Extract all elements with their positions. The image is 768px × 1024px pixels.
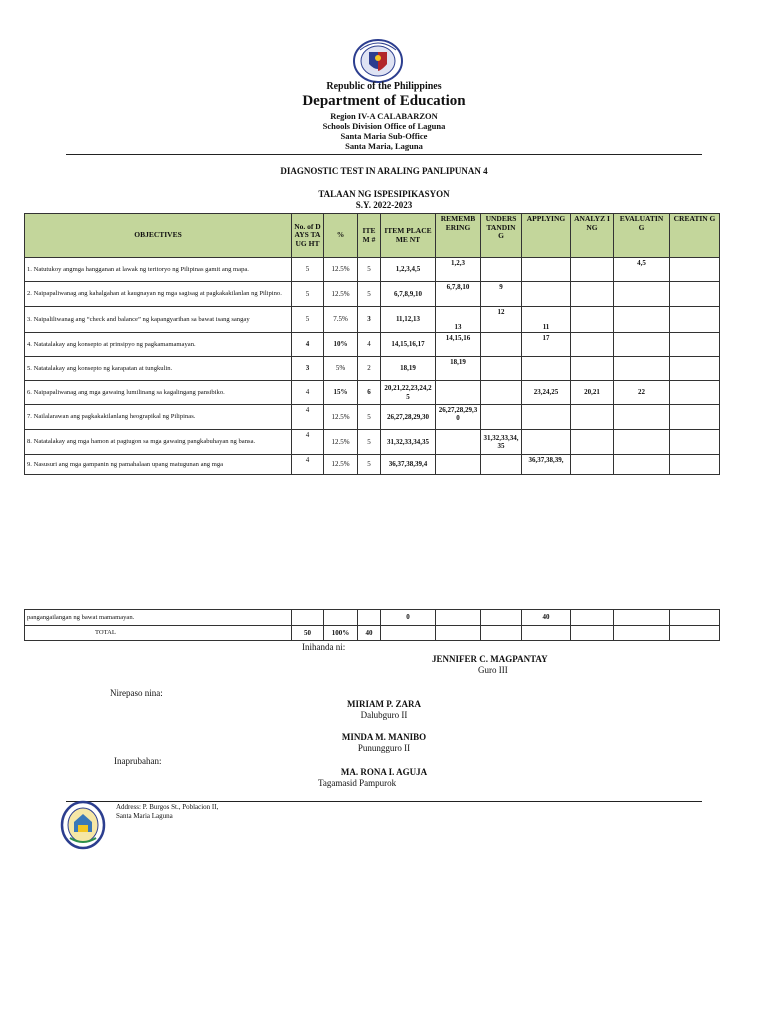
placement-cell: 1,2,3,4,5 xyxy=(381,258,436,282)
understanding-cell xyxy=(481,357,522,381)
applying-cell: 36,37,38,39, xyxy=(522,455,571,475)
header-evaluating: EVALUATIN G xyxy=(614,214,670,258)
understanding-cell xyxy=(481,626,522,641)
preparer-title: Guro III xyxy=(478,665,508,675)
table-row xyxy=(25,381,720,405)
header-creating: CREATIN G xyxy=(670,214,720,258)
days-cell: 4 xyxy=(292,381,324,405)
percent-cell: 7.5% xyxy=(324,307,358,333)
placement-cell: 31,32,33,34,35 xyxy=(381,430,436,455)
analyzing-cell xyxy=(571,610,614,626)
item-count-cell: 5 xyxy=(358,430,381,455)
table-header-row xyxy=(25,214,720,258)
analyzing-cell xyxy=(571,307,614,333)
percent-cell: 5% xyxy=(324,357,358,381)
creating-cell xyxy=(670,282,720,307)
analyzing-cell: 20,21 xyxy=(571,381,614,405)
days-cell xyxy=(292,610,324,626)
remembering-cell: 13 xyxy=(436,307,481,333)
reviewed-label: Nirepaso nina: xyxy=(110,688,163,698)
preparer-name: JENNIFER C. MAGPANTAY xyxy=(432,654,548,664)
reviewer1-name: MIRIAM P. ZARA xyxy=(347,699,421,709)
table-row xyxy=(25,258,720,282)
table-row xyxy=(25,455,720,475)
table-row xyxy=(25,405,720,430)
evaluating-cell xyxy=(614,430,670,455)
total-percent: 100% xyxy=(324,626,358,641)
header-location: Santa Maria, Laguna xyxy=(345,141,423,151)
percent-cell: 12.5% xyxy=(324,405,358,430)
analyzing-cell xyxy=(571,405,614,430)
header-republic: Republic of the Philippines xyxy=(326,81,442,92)
test-title: DIAGNOSTIC TEST IN ARALING PANLIPUNAN 4 xyxy=(280,166,488,176)
header-suboffice: Santa Maria Sub-Office xyxy=(340,131,428,141)
placement-cell: 11,12,13 xyxy=(381,307,436,333)
percent-cell: 15% xyxy=(324,381,358,405)
reviewer1-title: Dalubguro II xyxy=(360,710,408,720)
understanding-cell: 12 xyxy=(481,307,522,333)
table-row xyxy=(25,357,720,381)
remembering-cell: 26,27,28,29,30 xyxy=(436,405,481,430)
percent-cell: 12.5% xyxy=(324,282,358,307)
remembering-cell: 14,15,16 xyxy=(436,333,481,357)
creating-cell xyxy=(670,626,720,641)
item-count-cell: 5 xyxy=(358,282,381,307)
remembering-cell: 6,7,8,10 xyxy=(436,282,481,307)
applying-cell xyxy=(522,405,571,430)
item-count-cell: 2 xyxy=(358,357,381,381)
understanding-cell xyxy=(481,610,522,626)
objective-cell: 2. Naipapaliwanag ang kahalgahan at kaugnayan ng mga sagisag at pagkakakilanlan ng Pilipino. xyxy=(25,282,292,307)
days-cell: 4 xyxy=(292,455,324,475)
placement-cell: 26,27,28,29,30 xyxy=(381,405,436,430)
objective-cell: 5. Natatalakay ang konsepto ng karapatan at tungkulin. xyxy=(25,357,292,381)
header-remembering: REMEMB ERING xyxy=(436,214,481,258)
prepared-label: Inihanda ni: xyxy=(302,642,346,652)
creating-cell xyxy=(670,357,720,381)
objective-cell: 1. Natutukoy angmga hangganan at lawak ng teritoryo ng Pilipinas gamit ang mapa. xyxy=(25,258,292,282)
objective-cell: 3. Naipaliliwanag ang “check and balance” ng kapangyarihan sa bawat isang sangay xyxy=(25,307,292,333)
objective-cell: 8. Natatalakay ang mga hamon at pagtugon sa mga gawaing pangkabuhayan ng bansa. xyxy=(25,430,292,455)
analyzing-cell xyxy=(571,282,614,307)
table-row xyxy=(25,333,720,357)
header-division: Schools Division Office of Laguna xyxy=(322,121,446,131)
placement-cell: 14,15,16,17 xyxy=(381,333,436,357)
creating-cell xyxy=(670,381,720,405)
understanding-cell xyxy=(481,258,522,282)
creating-cell xyxy=(670,333,720,357)
objective-cell: pangangailangan ng bawat mamamayan. xyxy=(25,610,292,626)
table-total-row xyxy=(25,626,720,641)
percent-cell: 10% xyxy=(324,333,358,357)
total-label: TOTAL xyxy=(25,626,292,641)
table-row xyxy=(25,307,720,333)
item-count-cell: 4 xyxy=(358,333,381,357)
understanding-cell: 9 xyxy=(481,282,522,307)
applying-cell xyxy=(522,626,571,641)
header-understanding: UNDERS TANDIN G xyxy=(481,214,522,258)
days-cell: 4 xyxy=(292,430,324,455)
remembering-cell xyxy=(436,626,481,641)
percent-cell: 12.5% xyxy=(324,430,358,455)
evaluating-cell xyxy=(614,282,670,307)
analyzing-cell xyxy=(571,455,614,475)
district-logo xyxy=(60,800,106,850)
item-count-cell: 5 xyxy=(358,455,381,475)
item-count-cell: 5 xyxy=(358,405,381,430)
evaluating-cell: 4,5 xyxy=(614,258,670,282)
deped-seal-logo xyxy=(352,38,404,84)
creating-cell xyxy=(670,430,720,455)
applying-cell: 17 xyxy=(522,333,571,357)
objective-cell: 4. Natatalakay ang konsepto at prinsipyo ng pagkamamamayan. xyxy=(25,333,292,357)
header-region: Region IV-A CALABARZON xyxy=(330,111,438,121)
applying-cell xyxy=(522,282,571,307)
analyzing-cell xyxy=(571,626,614,641)
table-row xyxy=(25,282,720,307)
percent-cell: 12.5% xyxy=(324,258,358,282)
header-item-count: ITE M # xyxy=(358,214,381,258)
total-items: 40 xyxy=(358,626,381,641)
evaluating-cell xyxy=(614,610,670,626)
address-line2: Santa Maria Laguna xyxy=(116,812,173,820)
item-count-cell: 3 xyxy=(358,307,381,333)
evaluating-cell xyxy=(614,626,670,641)
evaluating-cell xyxy=(614,357,670,381)
tos-table xyxy=(24,213,720,475)
footer-divider xyxy=(66,801,702,802)
header-analyzing: ANALYZ ING xyxy=(571,214,614,258)
header-divider xyxy=(66,154,702,155)
evaluating-cell xyxy=(614,307,670,333)
evaluating-cell xyxy=(614,333,670,357)
total-days: 50 xyxy=(292,626,324,641)
understanding-cell xyxy=(481,405,522,430)
objective-cell: 7. Nailalarawan ang pagkakakilanlang heograpikal ng Pilipinas. xyxy=(25,405,292,430)
understanding-cell xyxy=(481,455,522,475)
evaluating-cell xyxy=(614,455,670,475)
header-applying: APPLYING xyxy=(522,214,571,258)
applying-cell: 11 xyxy=(522,307,571,333)
remembering-cell: 1,2,3 xyxy=(436,258,481,282)
remembering-cell xyxy=(436,610,481,626)
applying-cell xyxy=(522,430,571,455)
tos-table-continued xyxy=(24,609,720,641)
applying-cell xyxy=(522,258,571,282)
understanding-cell: 31,32,33,34,35 xyxy=(481,430,522,455)
understanding-cell xyxy=(481,381,522,405)
header-department: Department of Education xyxy=(302,93,466,109)
creating-cell xyxy=(670,258,720,282)
creating-cell xyxy=(670,405,720,430)
creating-cell xyxy=(670,455,720,475)
item-count-cell: 5 xyxy=(358,258,381,282)
remembering-cell xyxy=(436,381,481,405)
reviewer2-name: MINDA M. MANIBO xyxy=(341,732,427,742)
evaluating-cell xyxy=(614,405,670,430)
creating-cell xyxy=(670,307,720,333)
days-cell: 4 xyxy=(292,333,324,357)
evaluating-cell: 22 xyxy=(614,381,670,405)
days-cell: 3 xyxy=(292,357,324,381)
remembering-cell xyxy=(436,430,481,455)
days-cell: 5 xyxy=(292,282,324,307)
remembering-cell: 18,19 xyxy=(436,357,481,381)
reviewer2-title: Punungguro II xyxy=(357,743,411,753)
analyzing-cell xyxy=(571,430,614,455)
objective-cell: 9. Nasusuri ang mga gampanin ng pamahalaan upang matugunan ang mga xyxy=(25,455,292,475)
objective-cell: 6. Naipapaliwanag ang mga gawaing lumilinang sa kagalingang pansibiko. xyxy=(25,381,292,405)
approved-label: Inaprubahan: xyxy=(114,756,162,766)
placement-cell xyxy=(381,626,436,641)
header-objectives: OBJECTIVES xyxy=(25,214,292,258)
days-cell: 5 xyxy=(292,258,324,282)
analyzing-cell xyxy=(571,357,614,381)
header-days: No. of DAYS TAUG HT xyxy=(292,214,324,258)
table-row-continued xyxy=(25,610,720,626)
approver-name: MA. RONA I. AGUJA xyxy=(340,767,428,777)
placement-cell: 18,19 xyxy=(381,357,436,381)
placement-cell: 6,7,8,9,10 xyxy=(381,282,436,307)
applying-cell: 23,24,25 xyxy=(522,381,571,405)
header-percent: % xyxy=(324,214,358,258)
item-count-cell xyxy=(358,610,381,626)
remembering-cell xyxy=(436,455,481,475)
tos-title: TALAAN NG ISPESIPIKASYON xyxy=(318,189,450,199)
percent-cell: 12.5% xyxy=(324,455,358,475)
understanding-cell xyxy=(481,333,522,357)
item-count-cell: 6 xyxy=(358,381,381,405)
days-cell: 5 xyxy=(292,307,324,333)
analyzing-cell xyxy=(571,258,614,282)
placement-cell: 36,37,38,39,4 xyxy=(381,455,436,475)
table-row xyxy=(25,430,720,455)
approver-title: Tagamasid Pampurok xyxy=(318,778,397,788)
school-year: S.Y. 2022-2023 xyxy=(355,200,413,210)
header-item-placement: ITEM PLACEME NT xyxy=(381,214,436,258)
applying-cell: 40 xyxy=(522,610,571,626)
analyzing-cell xyxy=(571,333,614,357)
creating-cell xyxy=(670,610,720,626)
days-cell: 4 xyxy=(292,405,324,430)
placement-cell: 20,21,22,23,24,25 xyxy=(381,381,436,405)
applying-cell xyxy=(522,357,571,381)
placement-cell: 0 xyxy=(381,610,436,626)
address-line1: Address: P. Burgos St., Poblacion II, xyxy=(116,803,219,811)
percent-cell xyxy=(324,610,358,626)
